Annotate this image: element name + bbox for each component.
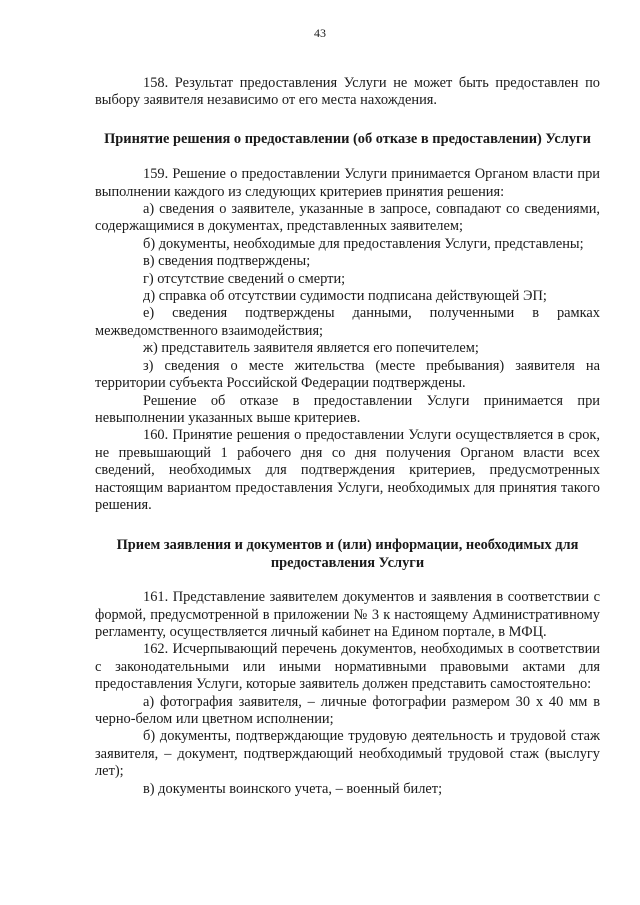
document-item-v: в) документы воинского учета, – военный билет; [143,780,443,797]
paragraph-refusal: Решение об отказе в предоставлении Услуги принимается при невыполнении указанных выше критериев. [95,392,600,426]
paragraph-160: 160. Принятие решения о предоставлении Услуги осуществляется в срок, не превышающий 1 рабочего дня со дня получения Органом власти всех сведений, необходимых для подтверждения критериев, предусмотренных настоящим вариантом предоставления Услуги, необходимых для принятия такого решения. [95,427,600,513]
criterion-zh: ж) представитель заявителя является его попечителем; [143,340,479,357]
criterion-b: б) документы, необходимые для предоставления Услуги, представлены; [143,235,584,252]
paragraph-161: 161. Представление заявителем документов и заявления в соответствии с формой, предусмотренной в приложении № 3 к настоящему Административному регламенту, осуществляется личный кабинет на Едином портале, в МФЦ. [95,589,600,640]
criterion-a: а) сведения о заявителе, указанные в запросе, совпадают со сведениями, содержащимися в документах, представленных заявителем; [95,201,600,235]
heading-intake: Прием заявления и документов и (или) информации, необходимых для предоставления Услуги [116,537,579,571]
heading-decision: Принятие решения о предоставлении (об отказе в предоставлении) Услуги [104,130,591,147]
criterion-z: з) сведения о месте жительства (месте пребывания) заявителя на территории субъекта Российской Федерации подтверждены. [95,357,600,392]
criterion-d: д) справка об отсутствии судимости подписана действующей ЭП; [143,288,547,305]
paragraph-159: 159. Решение о предоставлении Услуги принимается Органом власти при выполнении каждого из следующих критериев принятия решения: [95,166,600,200]
page-number: 43 [314,26,326,40]
criterion-e: е) сведения подтверждены данными, полученными в рамках межведомственного взаимодействия; [95,305,600,339]
document-item-a: а) фотография заявителя, – личные фотографии размером 30 х 40 мм в черно-белом или цветном исполнении; [95,693,600,727]
paragraph-158: 158. Результат предоставления Услуги не может быть предоставлен по выбору заявителя независимо от его места нахождения. [95,75,600,109]
criterion-g: г) отсутствие сведений о смерти; [143,270,346,287]
document-item-b: б) документы, подтверждающие трудовую деятельность и трудовой стаж заявителя, – документ, подтверждающий необходимый трудовой стаж (выслугу лет); [95,728,600,780]
criterion-v: в) сведения подтверждены; [143,253,311,270]
paragraph-162: 162. Исчерпывающий перечень документов, необходимых в соответствии с законодательными или иными нормативными правовыми актами для предоставления Услуги, которые заявитель должен представить самостоятельно: [95,641,600,693]
document-body [95,75,600,798]
